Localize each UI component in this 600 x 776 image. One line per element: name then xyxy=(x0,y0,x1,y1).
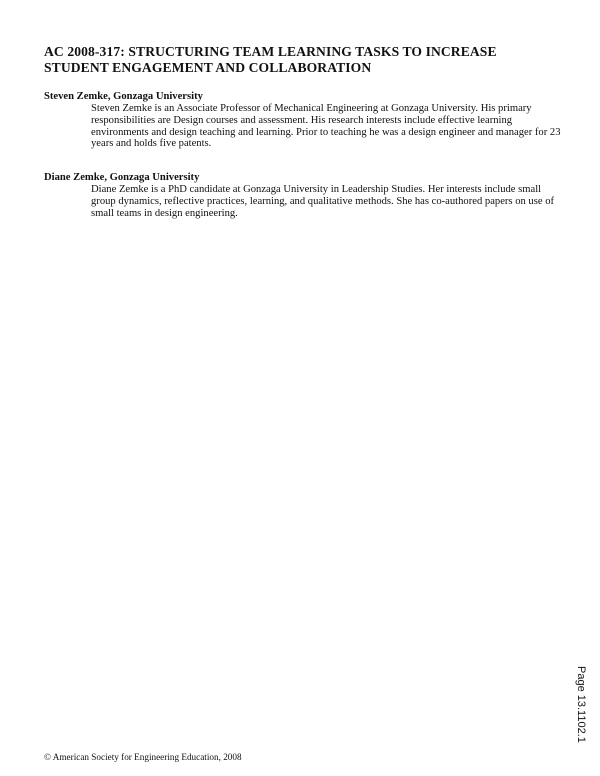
author-block-steven-zemke xyxy=(44,91,564,150)
author-block-diane-zemke xyxy=(44,172,564,219)
copyright-footer: © American Society for Engineering Education, 2008 xyxy=(44,752,242,762)
paper-title-line-2: STUDENT ENGAGEMENT AND COLLABORATION xyxy=(44,59,372,75)
page-number: Page 13.1102.1 xyxy=(575,666,587,743)
author-name: Steven Zemke, Gonzaga University xyxy=(44,91,203,102)
author-bio: Diane Zemke is a PhD candidate at Gonzaga University in Leadership Studies. Her interests include small group dynamics, reflective practices, learning, and qualitative methods. She has co-authored papers on use of small teams in design engineering. xyxy=(91,184,555,219)
paper-title xyxy=(44,44,564,75)
author-name: Diane Zemke, Gonzaga University xyxy=(44,172,200,183)
author-bio: Steven Zemke is an Associate Professor of Mechanical Engineering at Gonzaga University. His primary responsibilities are Design courses and assessment. His research interests include effective learning environments and design teaching and learning. Prior to teaching he was a design engineer and manager for 23 years and holds five patents. xyxy=(91,103,561,150)
paper-title-line-1: AC 2008-317: STRUCTURING TEAM LEARNING TASKS TO INCREASE xyxy=(44,44,497,59)
